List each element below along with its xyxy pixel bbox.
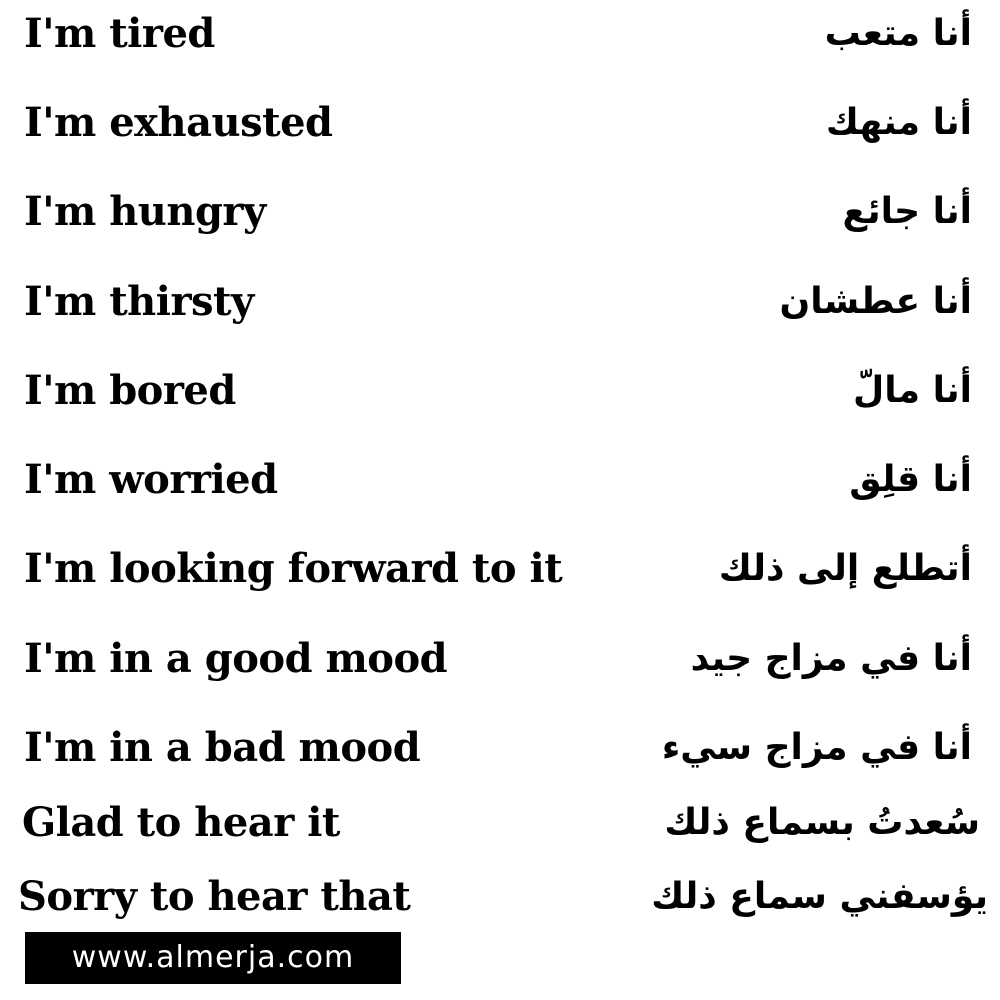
arabic-phrase: أنا منهك — [825, 102, 972, 143]
arabic-phrase: يؤسفني سماع ذلك — [651, 876, 988, 917]
phrase-row-looking-forward — [0, 539, 1000, 599]
arabic-phrase: أنا جائع — [842, 191, 972, 232]
english-phrase: I'm in a good mood — [24, 635, 448, 682]
arabic-phrase: أنا في مزاج سيء — [661, 727, 972, 768]
english-phrase: I'm tired — [24, 10, 215, 57]
english-phrase: I'm hungry — [24, 188, 266, 235]
phrase-row-exhausted — [0, 93, 1000, 153]
arabic-phrase: أنا متعب — [824, 13, 972, 54]
phrase-row-good-mood — [0, 629, 1000, 689]
english-phrase: I'm exhausted — [24, 99, 333, 146]
phrase-row-tired — [0, 4, 1000, 64]
arabic-phrase: أنا في مزاج جيد — [690, 638, 972, 679]
english-phrase: I'm in a bad mood — [24, 724, 421, 771]
phrase-row-worried — [0, 450, 1000, 510]
english-phrase: Sorry to hear that — [18, 873, 411, 920]
arabic-phrase: أتطلع إلى ذلك — [718, 548, 972, 589]
english-phrase: I'm bored — [24, 367, 236, 414]
phrase-row-hungry — [0, 182, 1000, 242]
arabic-phrase: أنا قلِق — [849, 459, 972, 500]
phrase-row-sorry — [0, 867, 1000, 927]
phrase-row-bad-mood — [0, 718, 1000, 778]
english-phrase: Glad to hear it — [22, 799, 340, 846]
arabic-phrase: أنا مالّ — [853, 370, 972, 411]
english-phrase: I'm worried — [24, 456, 278, 503]
english-phrase: I'm thirsty — [24, 278, 254, 325]
phrase-row-glad — [0, 793, 1000, 853]
english-phrase: I'm looking forward to it — [24, 545, 563, 592]
arabic-phrase: أنا عطشان — [779, 281, 972, 322]
arabic-phrase: سُعدتُ بسماع ذلك — [664, 802, 980, 843]
site-watermark: www.almerja.com — [25, 932, 401, 984]
phrase-row-bored — [0, 361, 1000, 421]
phrase-row-thirsty — [0, 272, 1000, 332]
